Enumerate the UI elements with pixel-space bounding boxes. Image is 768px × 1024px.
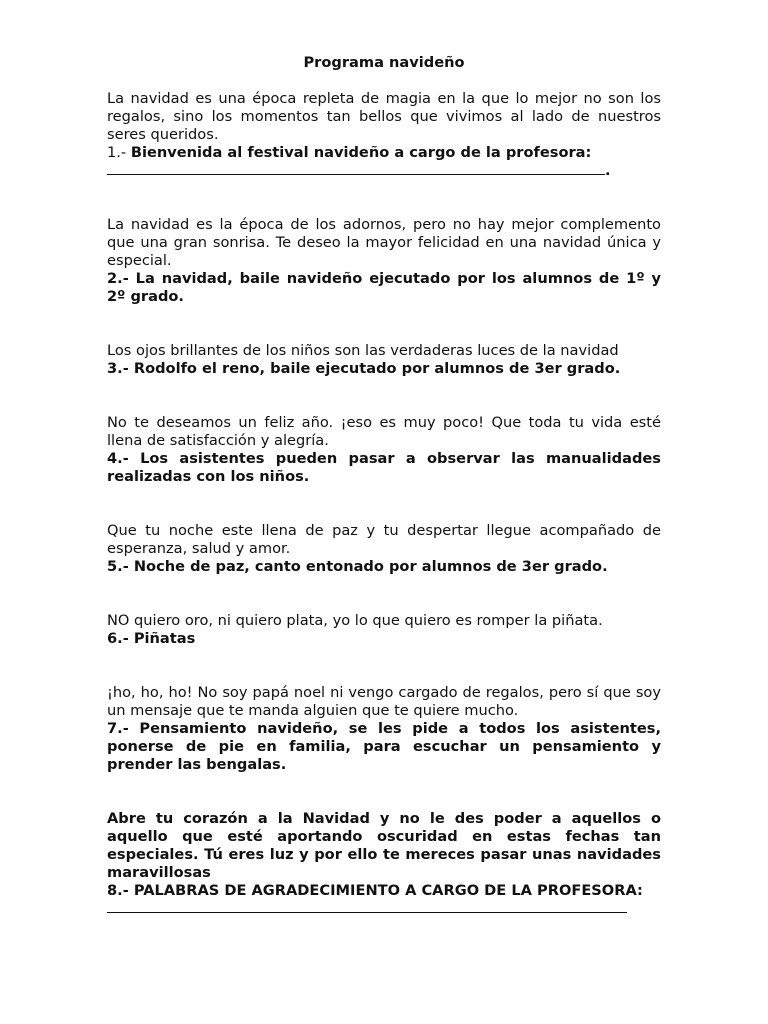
section-3-item: 3.- Rodolfo el reno, baile ejecutado por alumnos de 3er grado. <box>107 360 621 377</box>
section-3-text: Los ojos brillantes de los niños son las verdaderas luces de la navidad <box>107 342 619 359</box>
section-1-item <box>107 144 661 180</box>
section-4-text: No te deseamos un feliz año. ¡eso es muy poco! Que toda tu vida esté llena de satisfacción y alegría. <box>107 414 661 449</box>
closing-signature-blank <box>107 900 627 913</box>
section-4-item: 4.- Los asistentes pueden pasar a observar las manualidades realizadas con los niños. <box>107 450 661 485</box>
item-1-label: Bienvenida al festival navideño a cargo de la profesora: <box>130 144 592 161</box>
item-1-number: 1.- <box>107 144 127 161</box>
section-7-text: ¡ho, ho, ho! No soy papá noel ni vengo cargado de regalos, pero sí que soy un mensaje que te manda alguien que te quiere mucho. <box>107 684 661 719</box>
section-1-text: La navidad es una época repleta de magia en la que lo mejor no son los regalos, sino los momentos tan bellos que vivimos al lado de nuestros seres queridos. <box>107 90 661 143</box>
page-title: Programa navideño <box>303 54 465 71</box>
teacher-name-blank <box>107 162 605 175</box>
section-2-text: La navidad es la época de los adornos, pero no hay mejor complemento que una gran sonrisa. Te deseo la mayor felicidad en una navidad única y especial. <box>107 216 661 269</box>
section-5-text: Que tu noche este llena de paz y tu despertar llegue acompañado de esperanza, salud y amor. <box>107 522 661 557</box>
section-2-item: 2.- La navidad, baile navideño ejecutado por los alumnos de 1º y 2º grado. <box>107 270 661 305</box>
section-5-item: 5.- Noche de paz, canto entonado por alumnos de 3er grado. <box>107 558 608 575</box>
closing-item: 8.- PALABRAS DE AGRADECIMIENTO A CARGO DE LA PROFESORA: <box>107 882 643 899</box>
section-6-text: NO quiero oro, ni quiero plata, yo lo que quiero es romper la piñata. <box>107 612 603 629</box>
document-page <box>107 54 661 918</box>
closing-text: Abre tu corazón a la Navidad y no le des poder a aquellos o aquello que esté aportando oscuridad en estas fechas tan especiales. Tú eres luz y por ello te mereces pasar unas navidades maravillosas <box>107 810 661 881</box>
section-7-item: 7.- Pensamiento navideño, se les pide a todos los asistentes, ponerse de pie en familia, para escuchar un pensamiento y prender las bengalas. <box>107 720 661 773</box>
section-6-item: 6.- Piñatas <box>107 630 196 647</box>
item-1-suffix: . <box>605 162 611 179</box>
